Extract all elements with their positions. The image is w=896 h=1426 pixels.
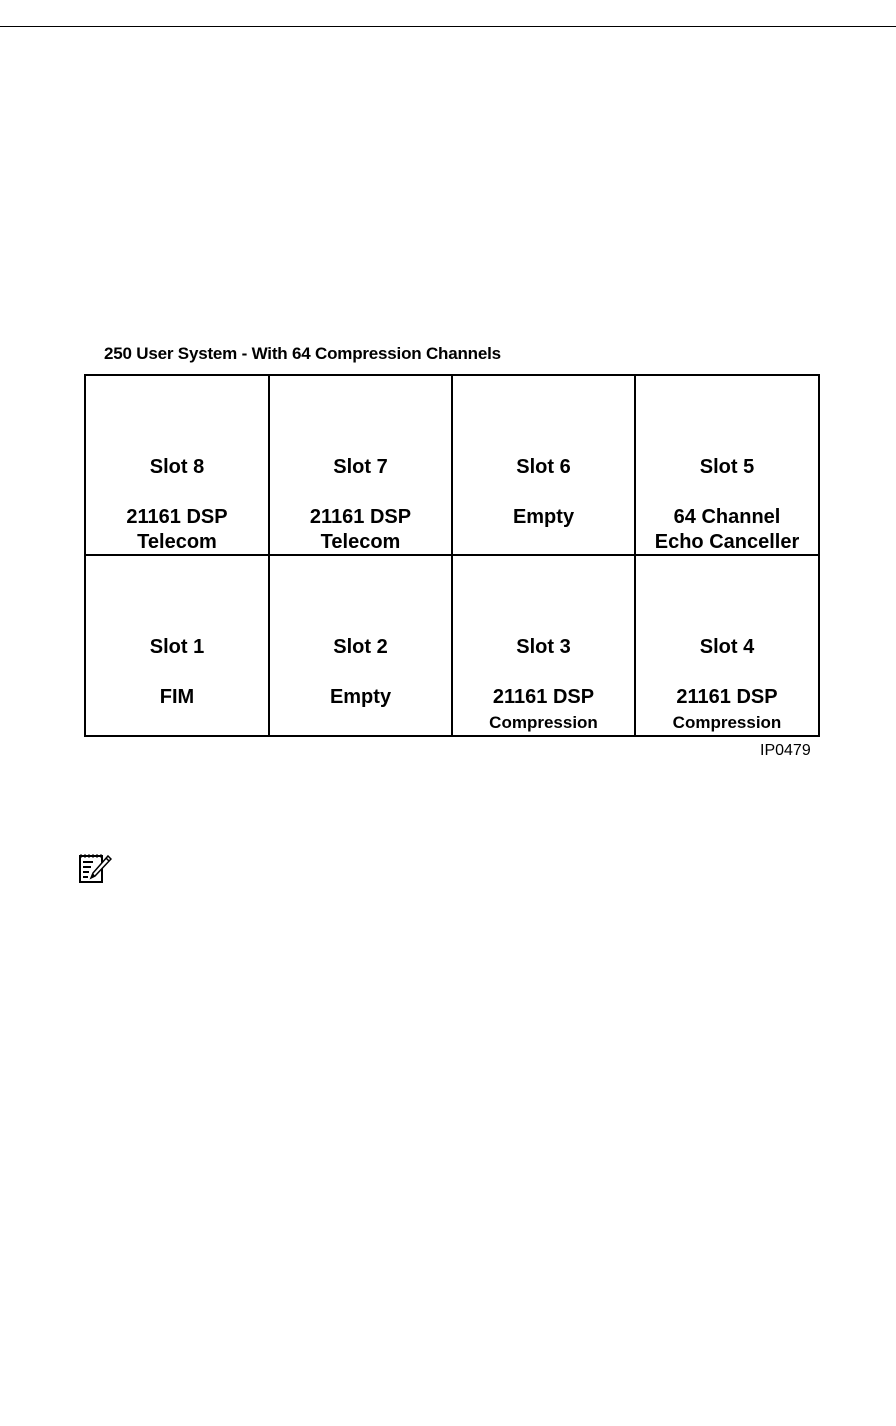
slot-card-line2: Telecom — [137, 531, 217, 553]
note-pencil-icon — [78, 852, 112, 884]
slot-card-line2: Compression — [489, 713, 598, 732]
slot-name: Slot 5 — [699, 456, 755, 478]
slot-card-line1: Empty — [329, 686, 392, 708]
slot-cell — [453, 376, 636, 556]
figure-code: IP0479 — [760, 742, 811, 759]
slot-name: Slot 6 — [516, 456, 571, 478]
slot-cell — [86, 376, 270, 556]
header-rule — [0, 26, 896, 27]
slot-name: Slot 8 — [149, 456, 205, 478]
slot-cell — [636, 376, 818, 556]
slot-card-line1: 64 Channel — [673, 506, 781, 528]
slot-card-line2: Telecom — [320, 531, 401, 553]
slot-card-line2: Echo Canceller — [654, 531, 800, 553]
slot-name: Slot 1 — [149, 636, 205, 658]
slot-card-line1: 21161 DSP — [492, 686, 595, 708]
slot-name: Slot 3 — [516, 636, 571, 658]
slot-cell — [270, 376, 453, 556]
slot-card-line1: Empty — [512, 506, 575, 528]
slot-cell — [86, 556, 270, 735]
slot-card-line1: 21161 DSP — [676, 686, 778, 708]
slot-name: Slot 7 — [333, 456, 388, 478]
slot-card-line1: 21161 DSP — [309, 506, 412, 528]
slot-cell — [453, 556, 636, 735]
slot-card-line1: 21161 DSP — [126, 506, 228, 528]
slot-name: Slot 4 — [699, 636, 755, 658]
slot-layout-grid — [84, 374, 820, 737]
slot-cell — [636, 556, 818, 735]
slot-name: Slot 2 — [333, 636, 388, 658]
figure-title: 250 User System - With 64 Compression Channels — [104, 344, 501, 363]
slot-card-line2: Compression — [672, 713, 782, 732]
slot-cell — [270, 556, 453, 735]
slot-card-line1: FIM — [159, 686, 195, 708]
